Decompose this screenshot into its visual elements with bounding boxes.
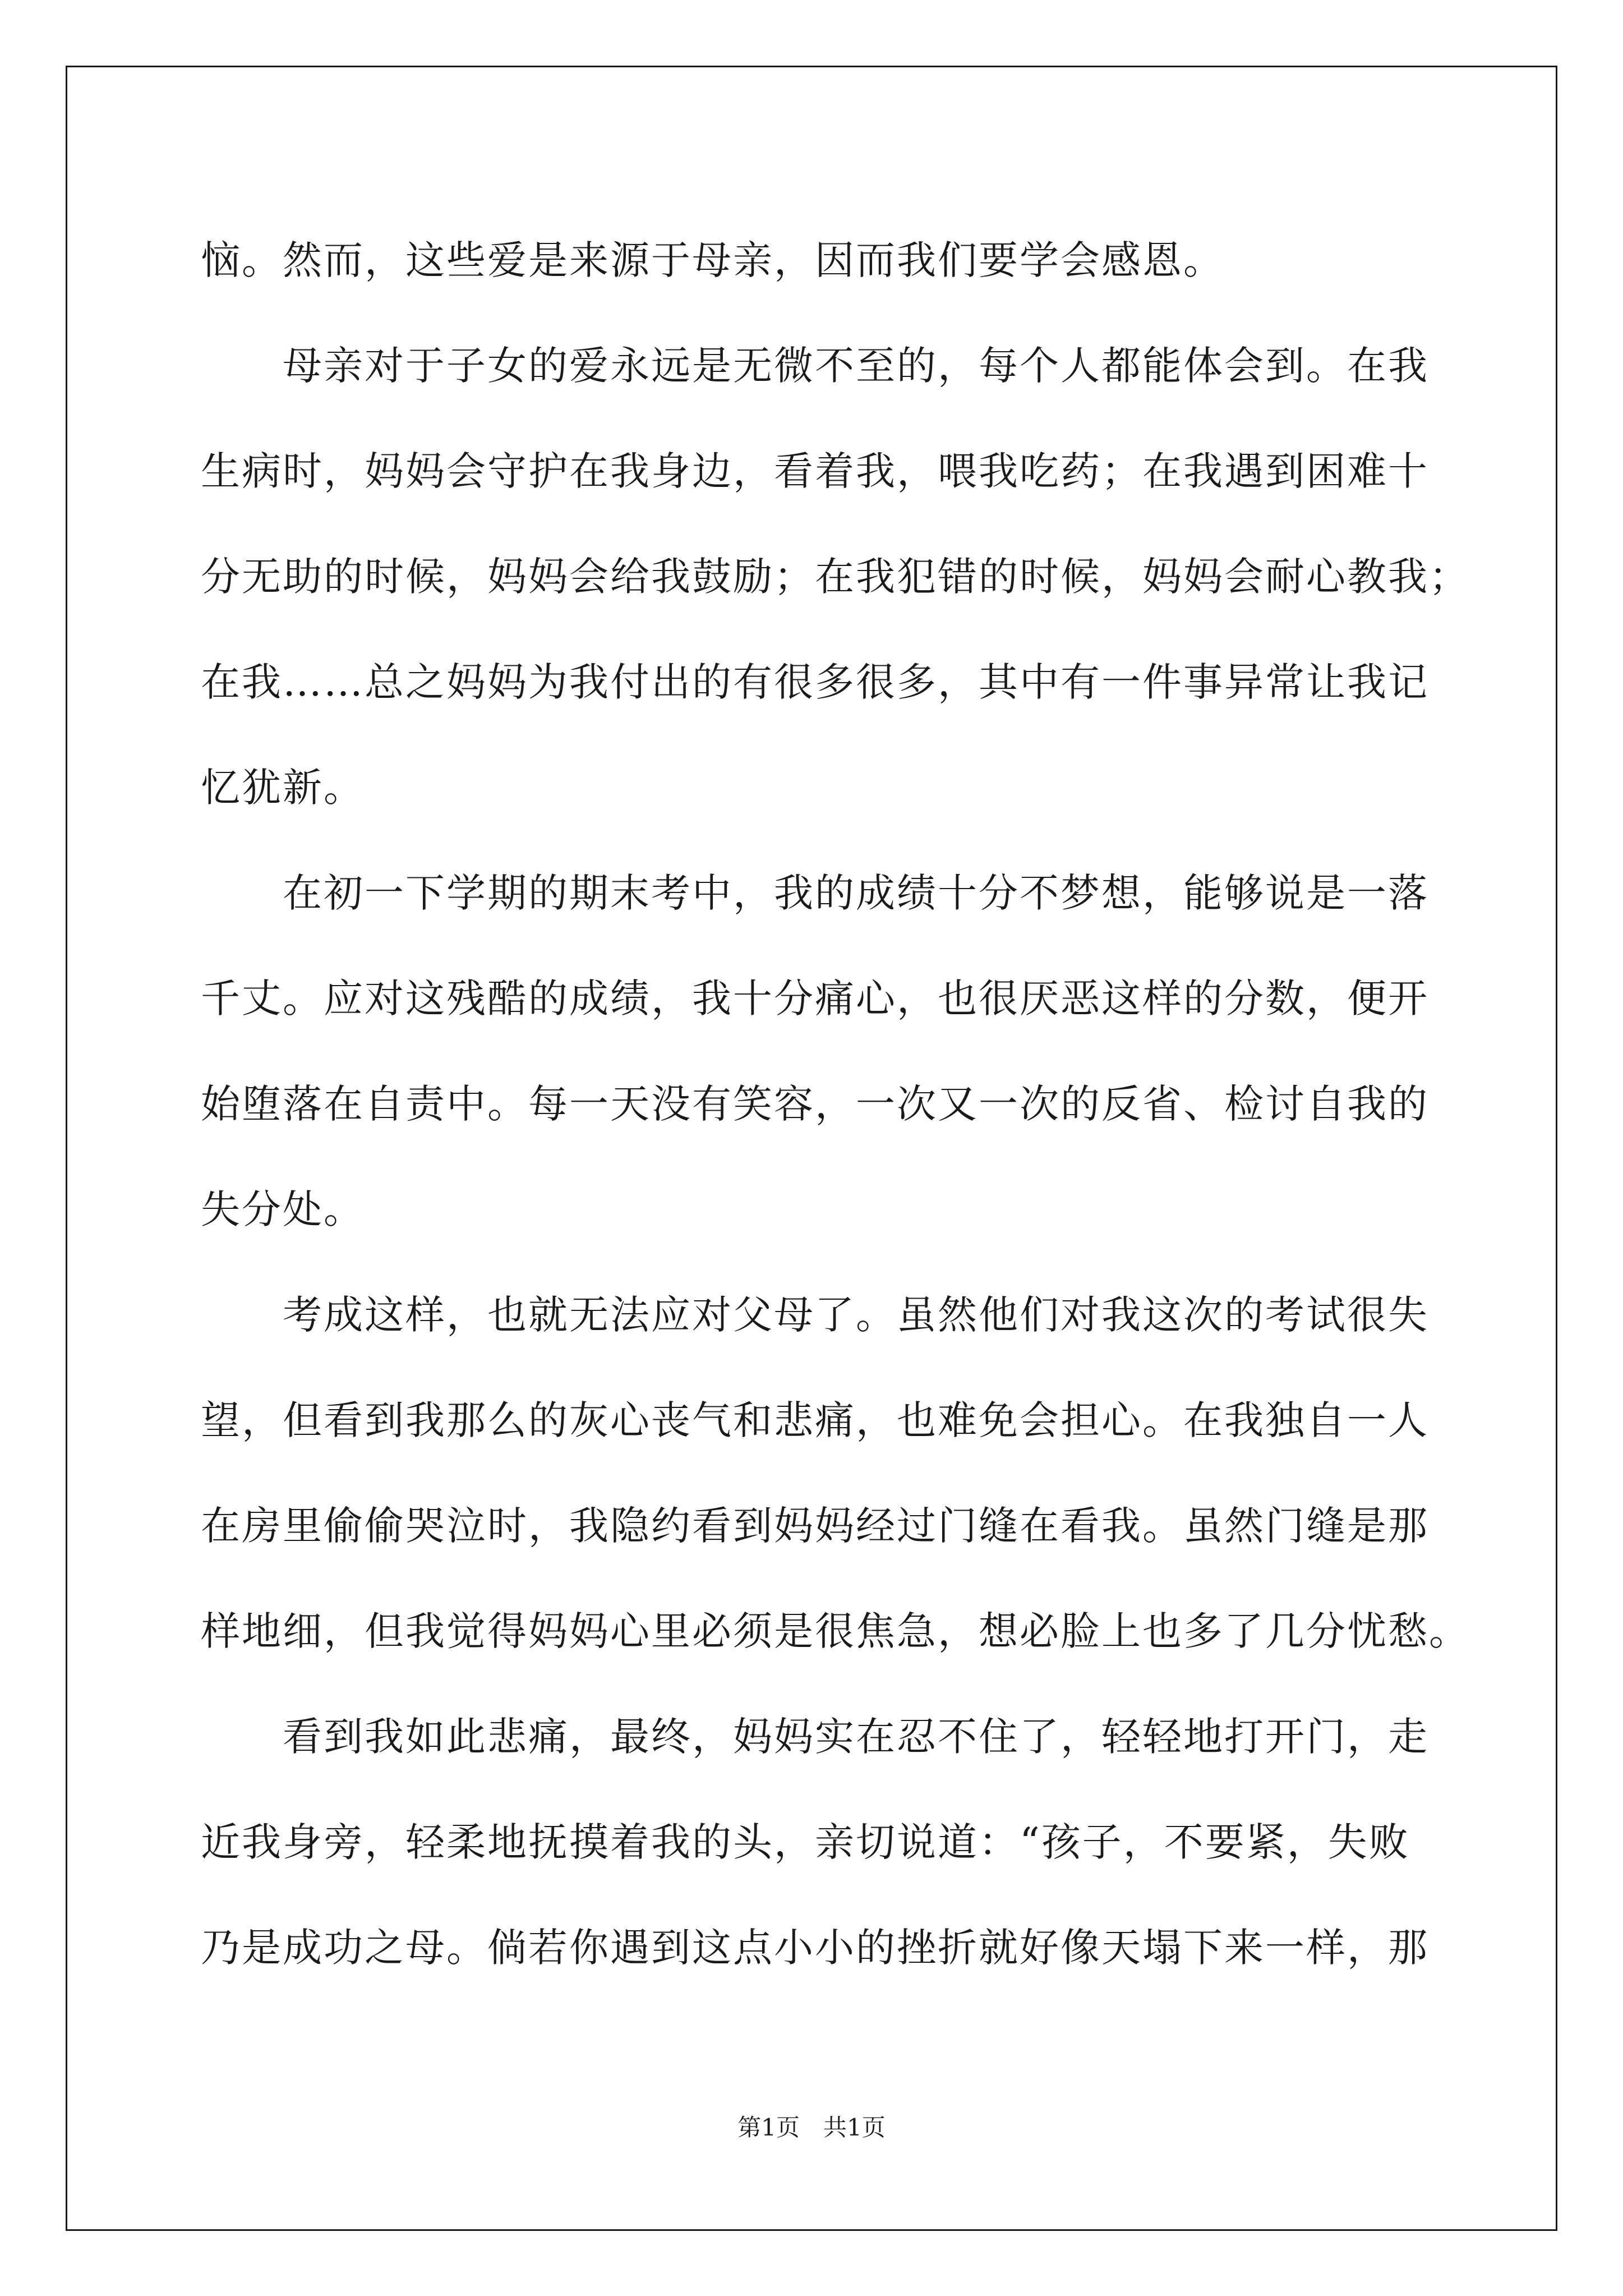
text-line: 恼。然而，这些爱是来源于母亲，因而我们要学会感恩。 xyxy=(201,237,1224,283)
text-line: 样地细，但我觉得妈妈心里必须是很焦急，想必脸上也多了几分忧愁。 xyxy=(201,1608,1470,1654)
text-line: 考成这样，也就无法应对父母了。虽然他们对我这次的考试很失 xyxy=(283,1292,1429,1338)
text-line: 看到我如此悲痛，最终，妈妈实在忍不住了，轻轻地打开门，走 xyxy=(283,1714,1429,1760)
text-line: 忆犹新。 xyxy=(201,765,365,811)
text-line: 母亲对于子女的爱永远是无微不至的，每个人都能体会到。在我 xyxy=(283,343,1429,389)
text-line: 乃是成功之母。倘若你遇到这点小小的挫折就好像天塌下来一样，那 xyxy=(201,1925,1429,1971)
text-line: 分无助的时候，妈妈会给我鼓励；在我犯错的时候，妈妈会耐心教我； xyxy=(201,554,1470,600)
text-line: 在我……总之妈妈为我付出的有很多很多，其中有一件事异常让我记 xyxy=(201,659,1429,705)
text-line: 在房里偷偷哭泣时，我隐约看到妈妈经过门缝在看我。虽然门缝是那 xyxy=(201,1503,1429,1549)
text-line: 在初一下学期的期末考中，我的成绩十分不梦想，能够说是一落 xyxy=(283,870,1429,916)
text-line: 近我身旁，轻柔地抚摸着我的头，亲切说道：“孩子，不要紧，失败 xyxy=(201,1819,1410,1865)
text-line: 始堕落在自责中。每一天没有笑容，一次又一次的反省、检讨自我的 xyxy=(201,1081,1429,1127)
text-line: 千丈。应对这残酷的成绩，我十分痛心，也很厌恶这样的分数，便开 xyxy=(201,976,1429,1022)
text-line: 失分处。 xyxy=(201,1186,365,1232)
page-number-footer: 第1页 共1页 xyxy=(737,2114,886,2141)
text-line: 生病时，妈妈会守护在我身边，看着我，喂我吃药；在我遇到困难十 xyxy=(201,448,1429,494)
document-body xyxy=(201,208,1470,2000)
text-line: 望，但看到我那么的灰心丧气和悲痛，也难免会担心。在我独自一人 xyxy=(201,1397,1429,1443)
